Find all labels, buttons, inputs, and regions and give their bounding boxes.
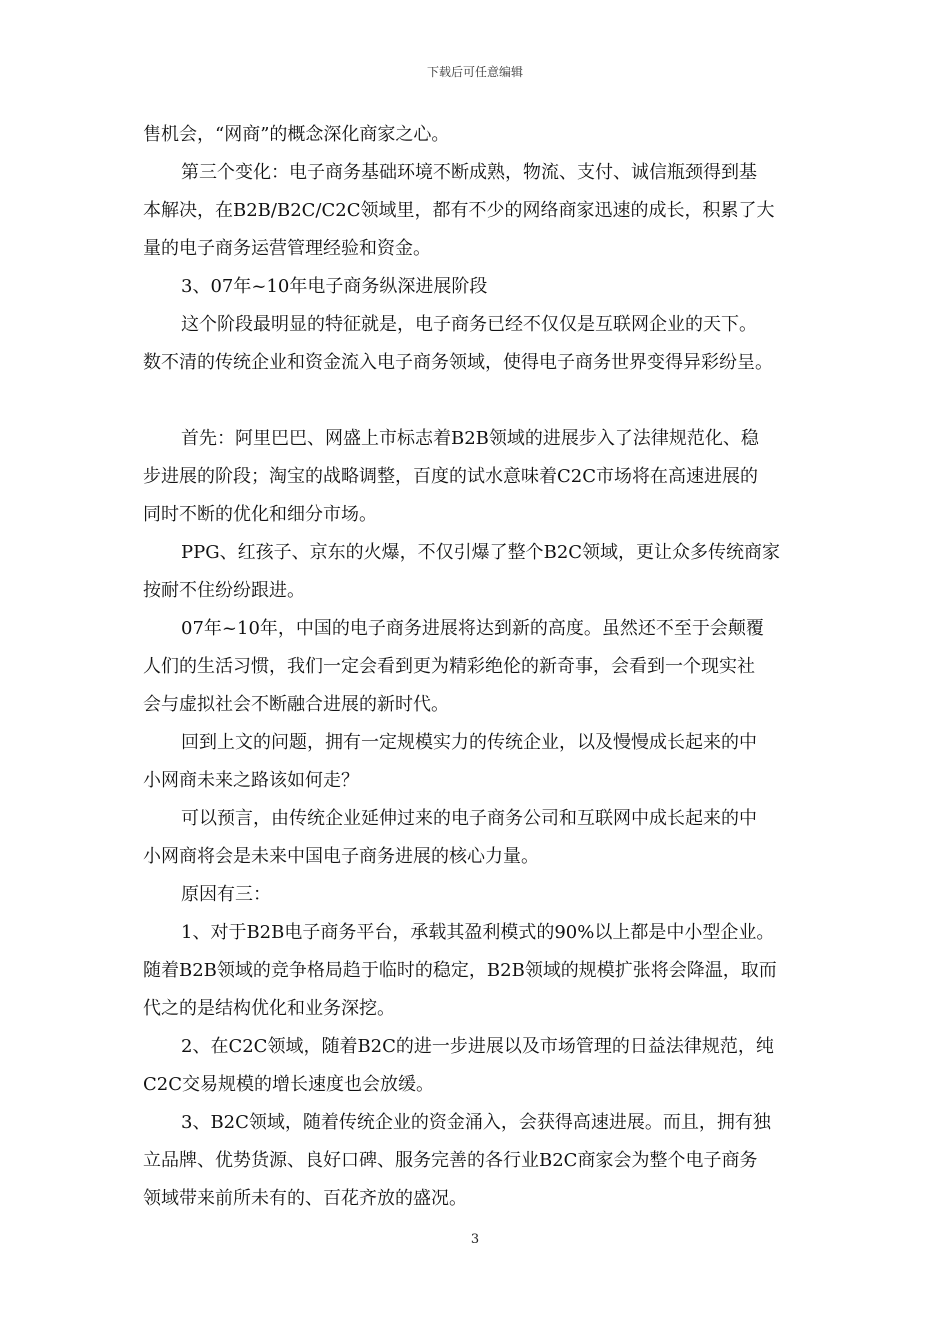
text-line: PPG、红孩子、京东的火爆，不仅引爆了整个B2C领域，更让众多传统商家 [181, 542, 781, 563]
text-line: 3、07年~10年电子商务纵深进展阶段 [181, 276, 488, 297]
text-line: C2C交易规模的增长速度也会放缓。 [143, 1074, 434, 1095]
document-body [143, 116, 819, 1218]
text-line: 小网商将会是未来中国电子商务进展的核心力量。 [143, 846, 539, 867]
text-line: 2、在C2C领域，随着B2C的进一步进展以及市场管理的日益法律规范，纯 [181, 1036, 774, 1057]
text-line: 原因有三： [181, 884, 271, 905]
text-line: 07年~10年，中国的电子商务进展将达到新的高度。虽然还不至于会颠覆 [181, 618, 764, 639]
text-line: 3、B2C领域，随着传统企业的资金涌入，会获得高速进展。而且，拥有独 [181, 1112, 771, 1133]
text-line: 回到上文的问题，拥有一定规模实力的传统企业，以及慢慢成长起来的中 [181, 732, 757, 753]
paragraph [143, 154, 819, 268]
text-line: 第三个变化：电子商务基础环境不断成熟，物流、支付、诚信瓶颈得到基 [181, 162, 757, 183]
paragraph [143, 610, 819, 724]
text-line: 步进展的阶段；淘宝的战略调整，百度的试水意味着C2C市场将在高速进展的 [143, 466, 758, 487]
paragraph [143, 268, 819, 306]
paragraph [143, 876, 819, 914]
paragraph [143, 1104, 819, 1218]
text-line: 同时不断的优化和细分市场。 [143, 504, 377, 525]
text-line: 立品牌、优势货源、良好口碑、服务完善的各行业B2C商家会为整个电子商务 [143, 1150, 758, 1171]
text-line: 1、对于B2B电子商务平台，承载其盈利模式的90%以上都是中小型企业。 [181, 922, 775, 943]
paragraph [143, 306, 819, 382]
page-number: 3 [470, 1232, 480, 1247]
paragraph [143, 116, 819, 154]
paragraph [143, 1028, 819, 1104]
paragraph [143, 724, 819, 800]
paragraph [143, 800, 819, 876]
text-line: 随着B2B领域的竞争格局趋于临时的稳定，B2B领域的规模扩张将会降温，取而 [143, 960, 777, 981]
text-line: 首先：阿里巴巴、网盛上市标志着B2B领域的进展步入了法律规范化、稳 [181, 428, 759, 449]
text-line: 代之的是结构优化和业务深挖。 [143, 998, 395, 1019]
paragraph [143, 420, 819, 534]
text-line: 领域带来前所未有的、百花齐放的盛况。 [143, 1188, 467, 1209]
text-line: 人们的生活习惯，我们一定会看到更为精彩绝伦的新奇事，会看到一个现实社 [143, 656, 755, 677]
text-line: 可以预言，由传统企业延伸过来的电子商务公司和互联网中成长起来的中 [181, 808, 757, 829]
text-line: 会与虚拟社会不断融合进展的新时代。 [143, 694, 449, 715]
text-line: 小网商未来之路该如何走？ [143, 770, 359, 791]
text-line: 本解决，在B2B/B2C/C2C领域里，都有不少的网络商家迅速的成长，积累了大 [143, 200, 775, 221]
text-line: 数不清的传统企业和资金流入电子商务领域，使得电子商务世界变得异彩纷呈。 [143, 352, 773, 373]
text-line: 售机会，“网商”的概念深化商家之心。 [143, 124, 450, 145]
paragraph-spacer [143, 382, 819, 420]
text-line: 量的电子商务运营管理经验和资金。 [143, 238, 431, 259]
text-line: 这个阶段最明显的特征就是，电子商务已经不仅仅是互联网企业的天下。 [181, 314, 757, 335]
text-line: 按耐不住纷纷跟进。 [143, 580, 305, 601]
page-header: 下载后可任意编辑 [426, 65, 523, 79]
paragraph [143, 914, 819, 1028]
paragraph [143, 534, 819, 610]
